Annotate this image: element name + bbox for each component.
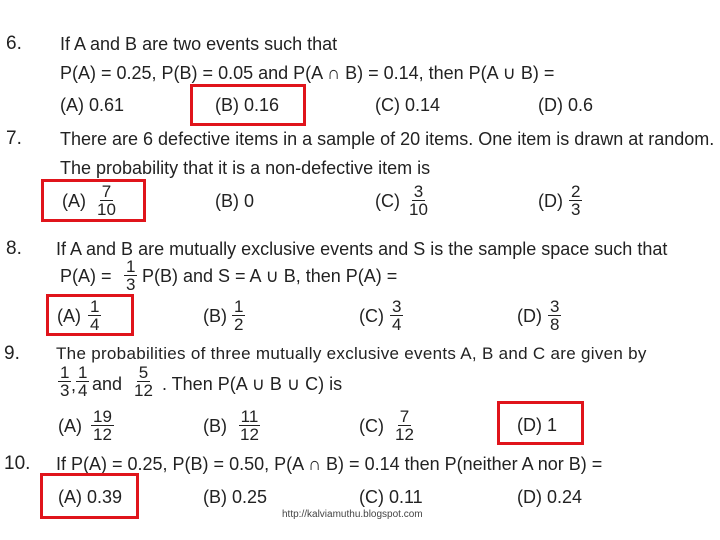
fraction-denominator: 12 bbox=[240, 425, 259, 444]
fraction-numerator: 1 bbox=[234, 297, 244, 316]
option-c-label: (C) bbox=[359, 416, 384, 436]
inline-fraction-3 bbox=[132, 364, 155, 399]
option-a-fraction bbox=[95, 183, 118, 218]
fraction-denominator: 12 bbox=[134, 381, 153, 400]
option-c: (C) 0.11 bbox=[359, 487, 423, 507]
footer-url: http://kalviamuthu.blogspot.com bbox=[282, 509, 423, 520]
question-number: 6. bbox=[6, 33, 22, 54]
fraction-denominator: 10 bbox=[409, 200, 428, 219]
fraction-numerator: 5 bbox=[138, 363, 149, 382]
answer-highlight-box bbox=[41, 179, 146, 222]
option-d: (D) 1 bbox=[517, 415, 557, 435]
question-text: If A and B are mutually exclusive events and S is the sample space such that bbox=[56, 239, 668, 259]
option-b-label: (B) bbox=[203, 306, 227, 326]
option-a-label: (A) bbox=[62, 191, 86, 211]
question-text-and: and bbox=[92, 374, 123, 394]
fraction-denominator: 4 bbox=[392, 315, 402, 334]
fraction-denominator: 8 bbox=[550, 315, 560, 334]
option-d-fraction bbox=[548, 298, 561, 333]
fraction-numerator: 11 bbox=[240, 407, 259, 426]
fraction-denominator: 4 bbox=[90, 315, 100, 334]
option-b: (B) 0.16 bbox=[215, 95, 280, 115]
question-text-suffix: P(B) and S = A ∪ B, then P(A) = bbox=[142, 266, 398, 286]
fraction-numerator: 2 bbox=[571, 182, 581, 201]
option-d: (D) 0.24 bbox=[517, 487, 583, 507]
question-text: There are 6 defective items in a sample of 20 items. One item is drawn at random. bbox=[60, 129, 715, 149]
question-number: 7. bbox=[6, 128, 22, 149]
option-d-label: (D) bbox=[517, 306, 542, 326]
option-b: (B) 0 bbox=[215, 191, 255, 211]
option-b-fraction bbox=[232, 298, 245, 333]
option-a-fraction bbox=[88, 298, 101, 333]
fraction-numerator: 1 bbox=[90, 297, 100, 316]
option-c-label: (C) bbox=[375, 191, 400, 211]
fraction-numerator: 1 bbox=[78, 363, 88, 382]
question-text: If A and B are two events such that bbox=[60, 34, 338, 54]
fraction-numerator: 3 bbox=[550, 297, 560, 316]
fraction-denominator: 3 bbox=[126, 275, 136, 294]
option-a: (A) 0.61 bbox=[60, 95, 125, 115]
fraction-denominator: 4 bbox=[78, 381, 88, 400]
fraction-numerator: 19 bbox=[93, 407, 112, 426]
question-text: The probabilities of three mutually exclusive events A, B and C are given by bbox=[56, 344, 647, 363]
inline-fraction bbox=[124, 258, 137, 293]
option-a-label: (A) bbox=[57, 306, 81, 326]
option-b-fraction bbox=[238, 408, 261, 443]
option-c-label: (C) bbox=[359, 306, 384, 326]
option-d: (D) 0.6 bbox=[538, 95, 594, 115]
option-c-fraction bbox=[393, 408, 416, 443]
option-d-label: (D) bbox=[538, 191, 563, 211]
question-text: P(A) = 0.25, P(B) = 0.05 and P(A ∩ B) = 0.14, then P(A ∪ B) = bbox=[60, 63, 555, 83]
fraction-denominator: 12 bbox=[395, 425, 414, 444]
option-b: (B) 0.25 bbox=[203, 487, 268, 507]
fraction-numerator: 7 bbox=[101, 182, 112, 201]
option-a-label: (A) bbox=[58, 416, 82, 436]
question-number: 8. bbox=[6, 238, 22, 259]
fraction-numerator: 1 bbox=[126, 257, 136, 276]
option-c-fraction bbox=[390, 298, 403, 333]
fraction-numerator: 3 bbox=[413, 182, 424, 201]
separator-comma: , bbox=[71, 375, 77, 395]
fraction-denominator: 10 bbox=[97, 200, 116, 219]
option-b-label: (B) bbox=[203, 416, 227, 436]
question-text-suffix: . Then P(A ∪ B ∪ C) is bbox=[162, 374, 343, 394]
option-c: (C) 0.14 bbox=[375, 95, 441, 115]
option-d-fraction bbox=[569, 183, 582, 218]
option-c-fraction bbox=[407, 183, 430, 218]
fraction-numerator: 1 bbox=[60, 363, 70, 382]
fraction-denominator: 3 bbox=[60, 381, 70, 400]
fraction-denominator: 12 bbox=[93, 425, 112, 444]
fraction-denominator: 2 bbox=[234, 315, 244, 334]
fraction-denominator: 3 bbox=[571, 200, 581, 219]
fraction-numerator: 7 bbox=[399, 407, 410, 426]
question-text: The probability that it is a non-defective item is bbox=[60, 158, 431, 178]
question-text-prefix: P(A) = bbox=[60, 266, 112, 286]
inline-fraction-1 bbox=[58, 364, 71, 399]
option-a: (A) 0.39 bbox=[58, 487, 123, 507]
question-text: If P(A) = 0.25, P(B) = 0.50, P(A ∩ B) = 0.14 then P(neither A nor B) = bbox=[56, 454, 603, 474]
option-a-fraction bbox=[91, 408, 114, 443]
question-number: 10. bbox=[4, 453, 31, 474]
fraction-numerator: 3 bbox=[392, 297, 402, 316]
inline-fraction-2 bbox=[76, 364, 89, 399]
question-number: 9. bbox=[4, 343, 20, 364]
